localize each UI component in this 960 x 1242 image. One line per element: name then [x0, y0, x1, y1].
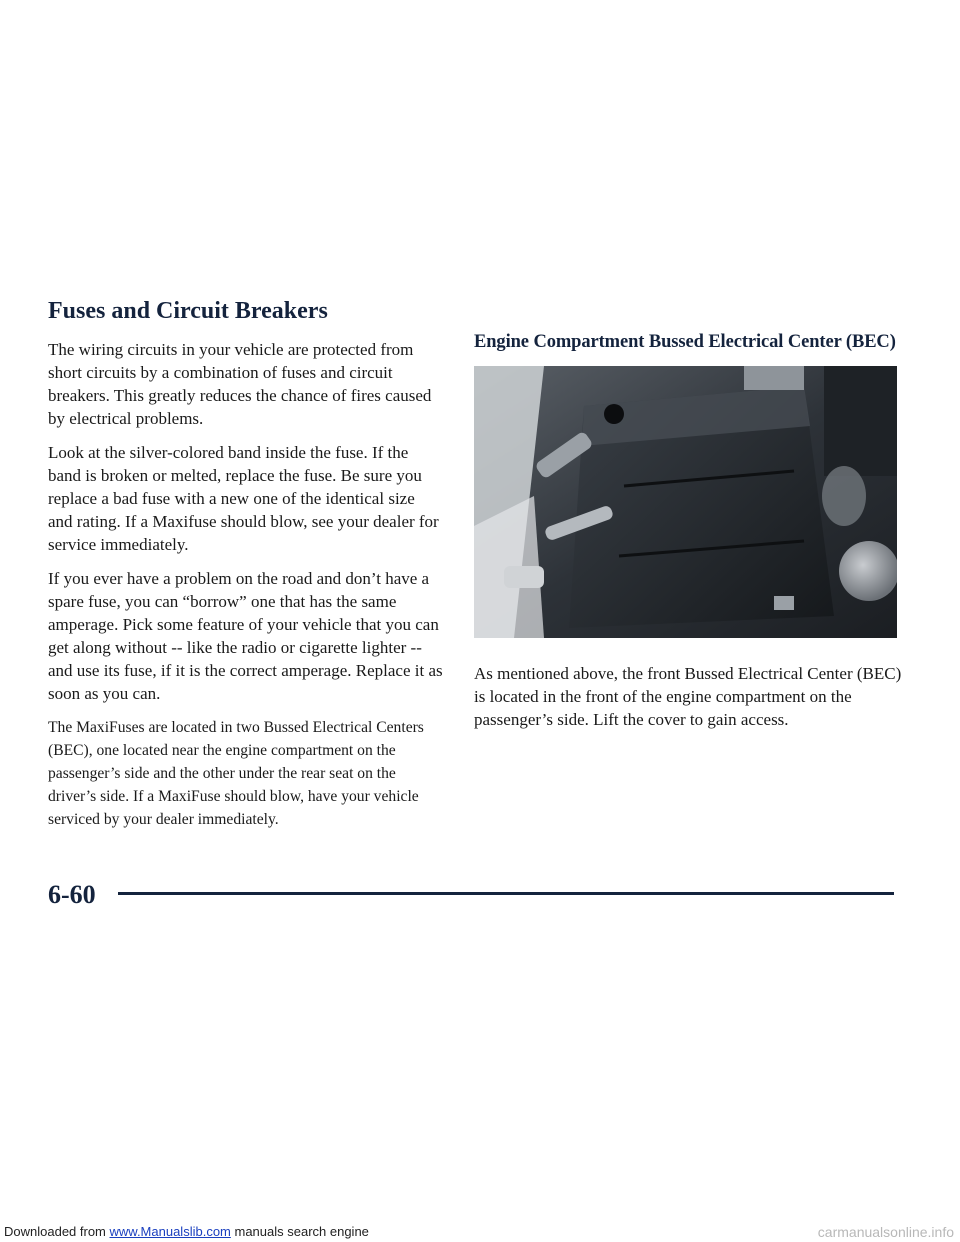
- footer-prefix: Downloaded from: [4, 1224, 110, 1239]
- section-title-bec: Engine Compartment Bussed Electrical Center (BEC): [474, 332, 896, 352]
- bec-section: [474, 330, 914, 354]
- page-rule: [118, 892, 894, 895]
- engine-bec-illustration: [474, 366, 897, 638]
- section-title-fuses: Fuses and Circuit Breakers: [48, 298, 328, 324]
- footer-download-note: [4, 1222, 369, 1242]
- bec-caption: [474, 662, 904, 742]
- watermark: carmanualsonline.info: [817, 1224, 954, 1240]
- paragraph-silver-band: Look at the silver-colored band inside the fuse. If the band is broken or melted, replace the fuse. Be sure you replace a bad fuse with a new one of the identical size and rating. If a Maxifuse should blow, see your dealer for service immediately.: [48, 443, 439, 554]
- footer: [0, 1222, 960, 1242]
- paragraph-wiring-circuits: The wiring circuits in your vehicle are protected from short circuits by a combination of fuses and circuit breakers. This greatly reduces the chance of fires caused by electrical problems.: [48, 340, 432, 428]
- footer-suffix: manuals search engine: [230, 1224, 369, 1239]
- fuses-section: [48, 296, 443, 842]
- paragraph-maxifuse-location: The MaxiFuses are located in two Bussed Electrical Centers (BEC), one located near the engine compartment on the passenger’s side and the other under the rear seat on the driver’s side. If a MaxiFuse should blow, have your vehicle serviced by your dealer immediately.: [48, 719, 424, 828]
- paragraph-borrow-fuse: If you ever have a problem on the road and don’t have a spare fuse, you can “borrow” one that has the same amperage. Pick some feature of your vehicle that you can get along without -- like the radio or cigarette lighter -- and use its fuse, if it is the correct amperage. Replace it as soon as you can.: [48, 569, 443, 703]
- manualslib-link[interactable]: www.Manualslib.com: [109, 1224, 231, 1239]
- page-number: 6-60: [48, 880, 96, 909]
- paragraph-bec-location: As mentioned above, the front Bussed Electrical Center (BEC) is located in the front of the engine compartment on the passenger’s side. Lift the cover to gain access.: [474, 664, 902, 729]
- engine-compartment-photo: [474, 366, 897, 638]
